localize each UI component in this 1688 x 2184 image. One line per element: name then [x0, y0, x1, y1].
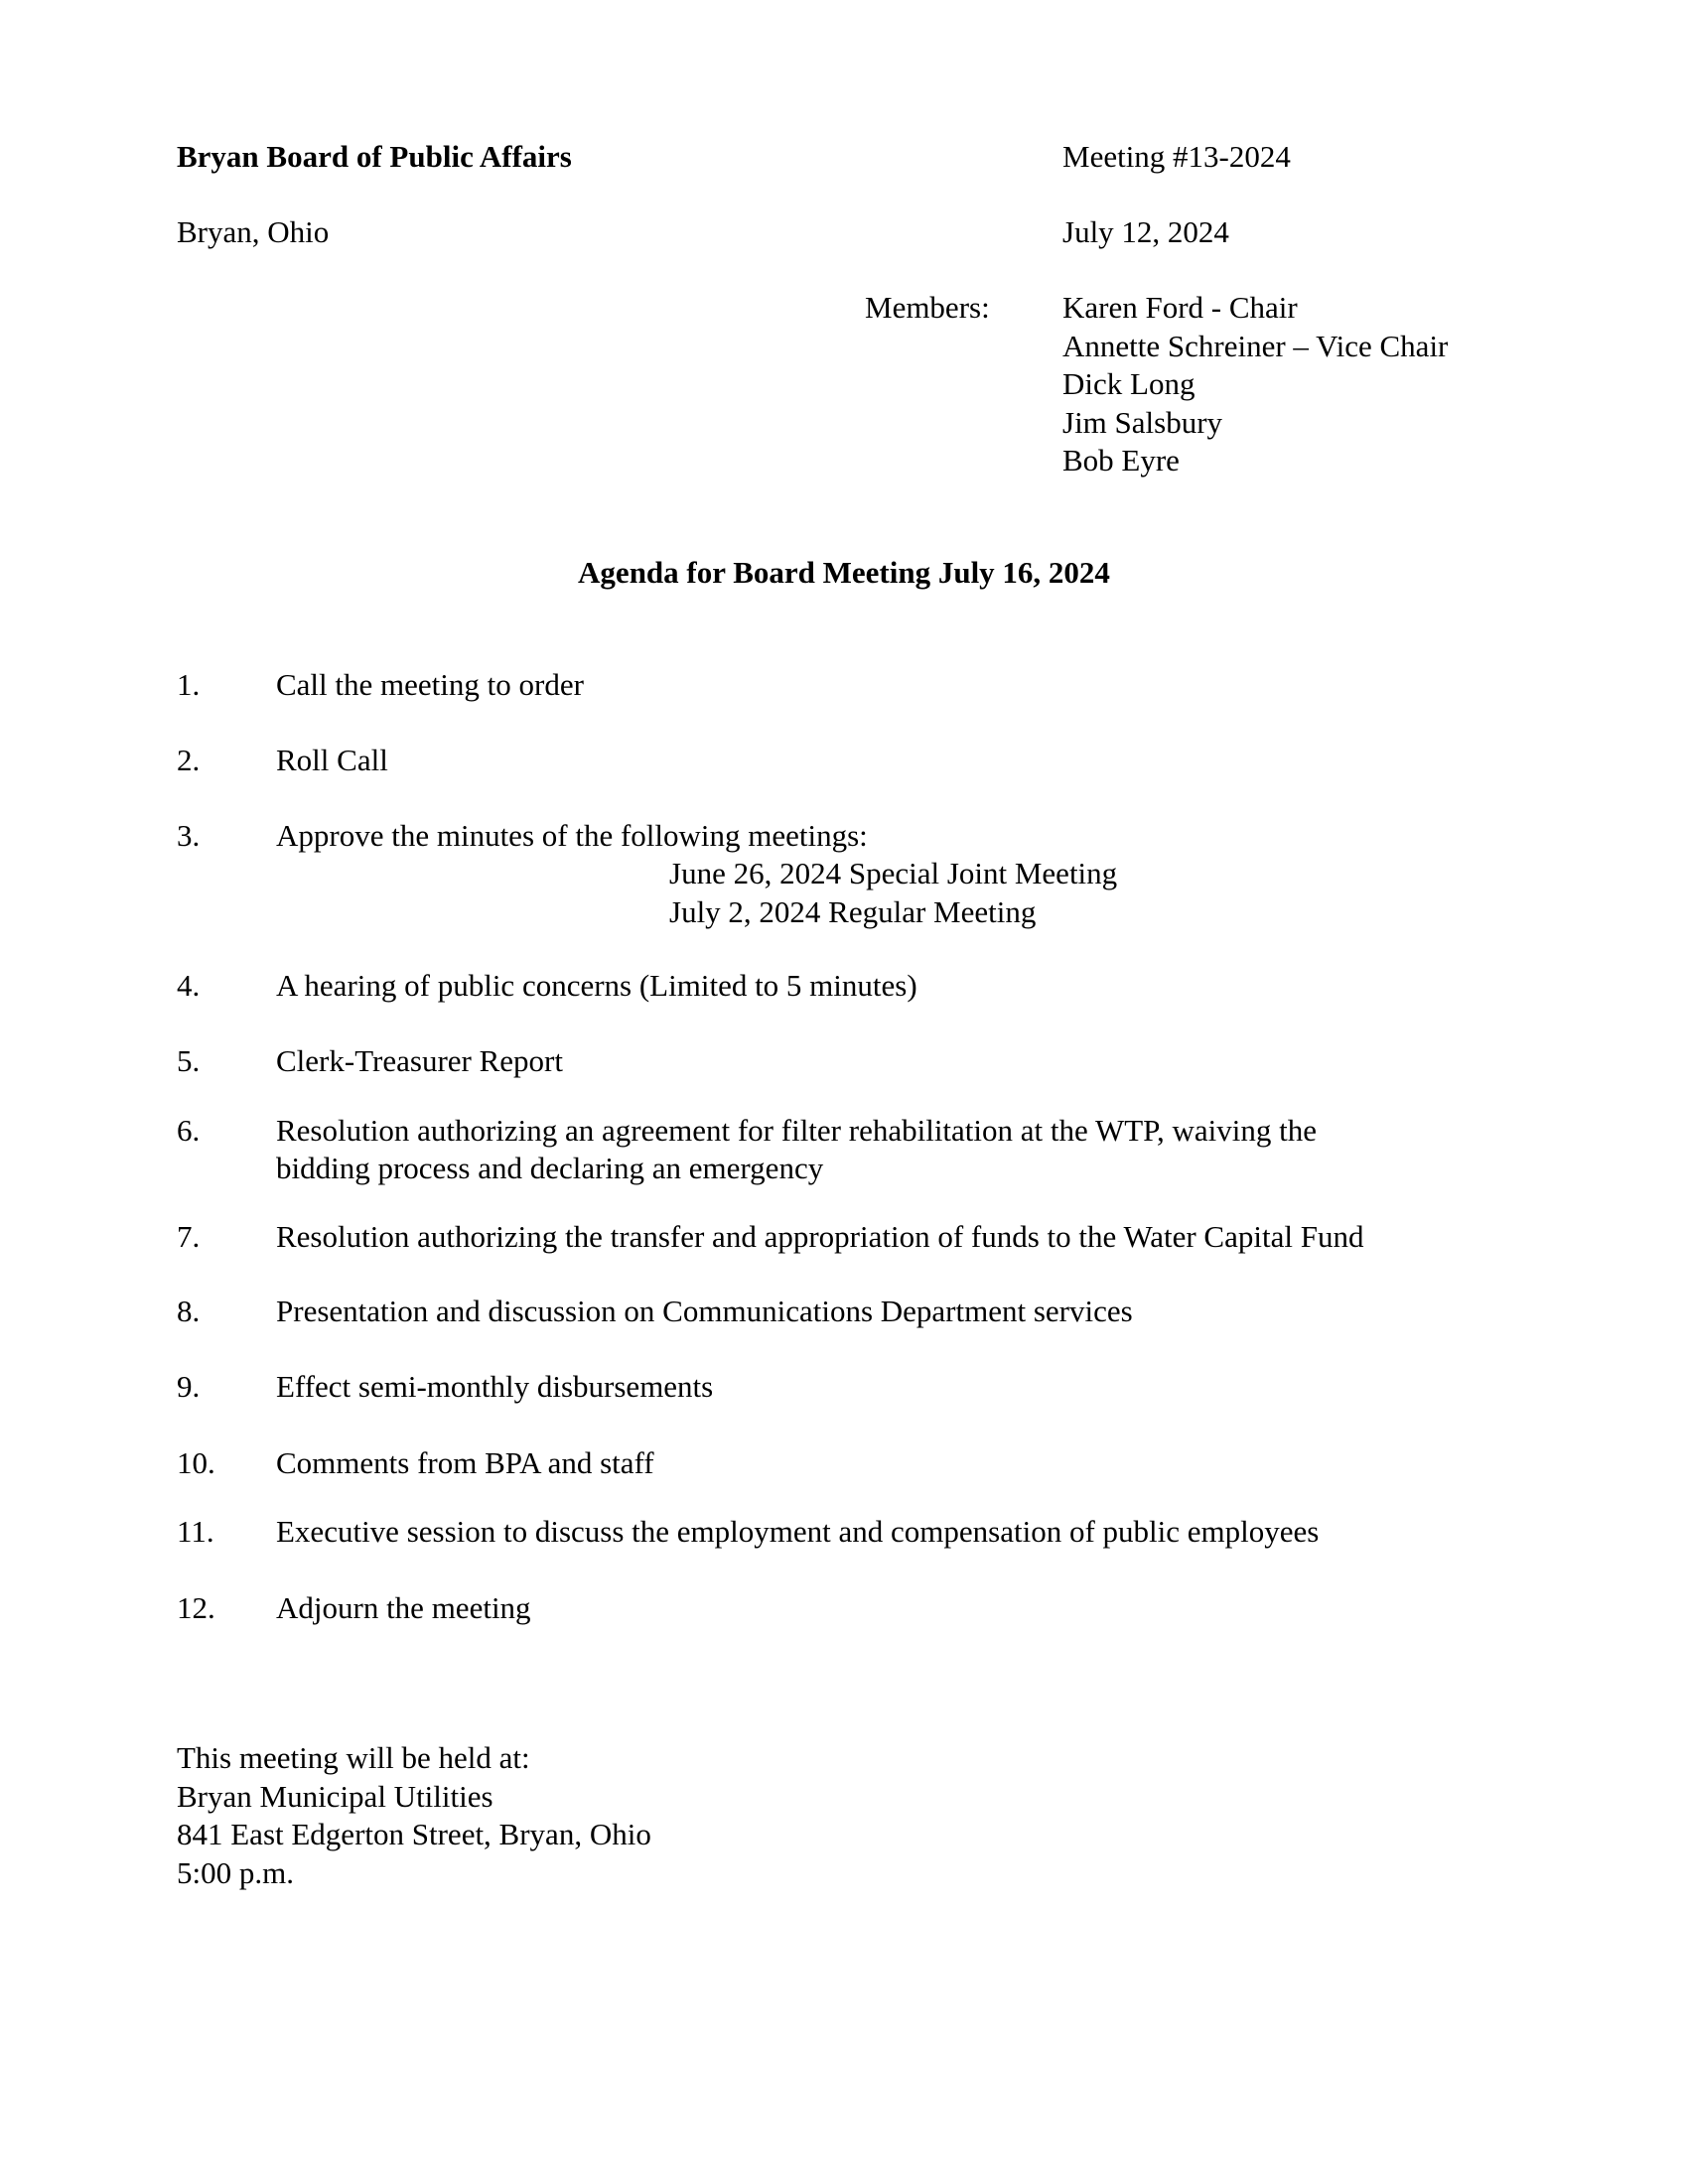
meeting-time: 5:00 p.m. — [177, 1854, 294, 1890]
member-name: Dick Long — [1062, 366, 1196, 401]
item-text: Call the meeting to order — [276, 667, 584, 702]
organization-name: Bryan Board of Public Affairs — [177, 139, 572, 174]
item-text: Resolution authorizing an agreement for filter rehabilitation at the WTP, waiving the — [276, 1113, 1317, 1148]
minutes-meeting: June 26, 2024 Special Joint Meeting — [669, 856, 1118, 890]
item-text: Resolution authorizing the transfer and appropriation of funds to the Water Capital Fund — [276, 1219, 1364, 1254]
member-name: Annette Schreiner – Vice Chair — [1062, 328, 1449, 363]
item-number: 5. — [177, 1043, 201, 1078]
member-name: Bob Eyre — [1062, 443, 1180, 478]
item-text: Clerk-Treasurer Report — [276, 1043, 563, 1078]
item-number: 8. — [177, 1294, 201, 1328]
meeting-location-block — [177, 1739, 651, 1892]
meeting-number: Meeting #13-2024 — [1062, 139, 1291, 174]
item-number: 7. — [177, 1219, 201, 1254]
item-text: Comments from BPA and staff — [276, 1445, 654, 1480]
item-number: 1. — [177, 667, 201, 702]
item-number: 2. — [177, 743, 201, 777]
venue-name: Bryan Municipal Utilities — [177, 1778, 493, 1814]
item-text-continued: bidding process and declaring an emergency — [276, 1151, 824, 1185]
item-number: 10. — [177, 1445, 215, 1480]
item-number: 4. — [177, 968, 201, 1003]
item-text: Effect semi-monthly disbursements — [276, 1369, 714, 1404]
item-text: Executive session to discuss the employment and compensation of public employees — [276, 1514, 1320, 1549]
venue-address: 841 East Edgerton Street, Bryan, Ohio — [177, 1817, 651, 1851]
item-number: 11. — [177, 1514, 214, 1549]
members-list — [1062, 289, 1448, 480]
item-number: 3. — [177, 818, 201, 853]
item-number: 6. — [177, 1113, 201, 1148]
member-name: Jim Salsbury — [1062, 404, 1223, 440]
minutes-meeting: July 2, 2024 Regular Meeting — [669, 893, 1037, 929]
minutes-list — [669, 855, 1117, 931]
item-text: Approve the minutes of the following meetings: — [276, 818, 868, 853]
location-intro: This meeting will be held at: — [177, 1740, 530, 1775]
member-name: Karen Ford - Chair — [1062, 290, 1298, 325]
notice-date: July 12, 2024 — [1062, 214, 1229, 249]
item-number: 12. — [177, 1590, 215, 1625]
item-text: Roll Call — [276, 743, 388, 777]
item-text: Presentation and discussion on Communications Department services — [276, 1294, 1133, 1328]
members-label: Members: — [865, 290, 990, 325]
organization-location: Bryan, Ohio — [177, 214, 330, 249]
item-number: 9. — [177, 1369, 201, 1404]
agenda-title: Agenda for Board Meeting July 16, 2024 — [578, 555, 1110, 590]
item-text: Adjourn the meeting — [276, 1590, 531, 1625]
item-text: A hearing of public concerns (Limited to 5 minutes) — [276, 968, 917, 1003]
